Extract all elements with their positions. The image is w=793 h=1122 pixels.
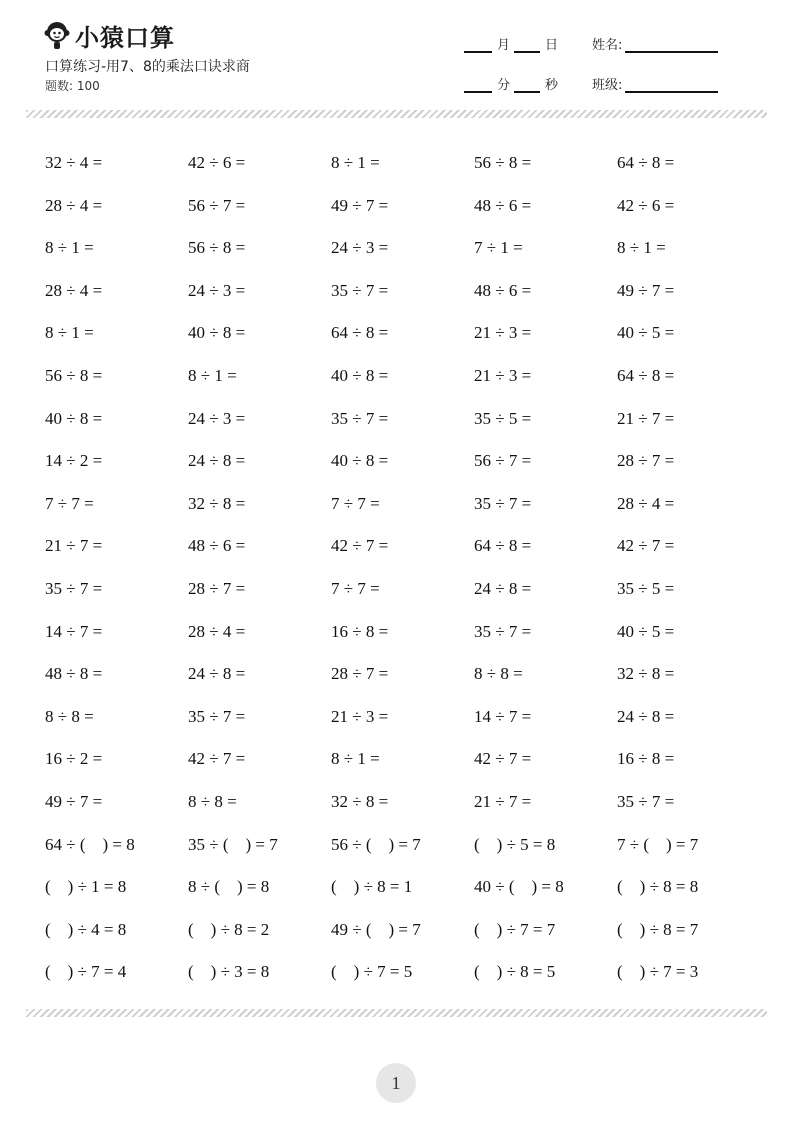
problem-item: 8 ÷ 1 = (188, 366, 237, 385)
problem-item: 28 ÷ 7 = (188, 579, 246, 598)
problem-item: 8 ÷ 1 = (45, 323, 94, 343)
name-label: 姓名: (592, 38, 623, 53)
problem-item: 42 ÷ 7 = (331, 536, 389, 556)
problem-item: 35 ÷ 7 = (331, 408, 389, 428)
problem-item: ( ) ÷ 7 = 7 (474, 919, 556, 939)
problem-item: 42 ÷ 7 = (617, 536, 675, 556)
problem-item: 35 ÷ 7 = (617, 792, 675, 811)
problem-item: ( ) ÷ 5 = 8 (474, 834, 556, 854)
problem-item: ( ) ÷ 8 = 8 (617, 877, 699, 897)
problem-item: 28 ÷ 4 = (45, 195, 103, 215)
problem-item: 35 ÷ 7 = (474, 493, 532, 513)
second-blank[interactable] (514, 79, 540, 93)
problem-item: 32 ÷ 4 = (45, 153, 103, 172)
bottom-divider (26, 1009, 767, 1017)
problem-item: 24 ÷ 3 = (188, 408, 246, 428)
problem-item: 56 ÷ 8 = (45, 366, 103, 385)
top-divider (26, 110, 767, 118)
problem-item: 24 ÷ 3 = (331, 238, 389, 258)
problem-item: 24 ÷ 3 = (188, 280, 246, 300)
name-field (592, 34, 718, 53)
problem-item: 21 ÷ 3 = (474, 323, 532, 343)
problem-item: 32 ÷ 8 = (331, 792, 389, 811)
problem-item: ( ) ÷ 7 = 3 (617, 962, 699, 982)
problem-item: 56 ÷ 8 = (474, 153, 532, 172)
problem-item: 8 ÷ 1 = (617, 238, 666, 258)
minute-blank[interactable] (464, 79, 492, 93)
problem-item: 24 ÷ 8 = (188, 664, 246, 684)
problem-item: 35 ÷ 7 = (474, 621, 532, 641)
problem-item: 21 ÷ 3 = (474, 366, 532, 385)
problem-item: 35 ÷ 5 = (617, 579, 675, 598)
problem-item: 35 ÷ 5 = (474, 408, 532, 428)
problem-item: 7 ÷ 1 = (474, 238, 523, 258)
problem-item: 56 ÷ ( ) = 7 (331, 834, 421, 854)
minute-label: 分 (497, 78, 511, 93)
problem-item: 8 ÷ 1 = (331, 153, 380, 172)
problem-item: 28 ÷ 4 = (617, 493, 675, 513)
class-field (592, 74, 718, 93)
problem-item: 40 ÷ 8 = (331, 366, 389, 385)
problem-item: 21 ÷ 7 = (474, 792, 532, 811)
problem-item: 64 ÷ 8 = (617, 366, 675, 385)
problem-item: 49 ÷ ( ) = 7 (331, 919, 421, 939)
problem-item: ( ) ÷ 1 = 8 (45, 877, 127, 897)
problem-item: 8 ÷ 8 = (45, 706, 94, 726)
problem-item: 56 ÷ 7 = (474, 451, 532, 471)
problem-item: 35 ÷ 7 = (188, 706, 246, 726)
problem-item: ( ) ÷ 4 = 8 (45, 919, 127, 939)
problem-item: 35 ÷ 7 = (45, 579, 103, 598)
class-label: 班级: (592, 78, 623, 93)
problem-item: 40 ÷ 8 = (188, 323, 246, 343)
problem-item: 14 ÷ 2 = (45, 451, 103, 471)
problem-item: 8 ÷ ( ) = 8 (188, 877, 270, 897)
problem-item: ( ) ÷ 8 = 2 (188, 919, 270, 939)
problem-item: 28 ÷ 4 = (188, 621, 246, 641)
problem-item: 21 ÷ 3 = (331, 706, 389, 726)
class-blank[interactable] (625, 79, 718, 93)
problem-item: 8 ÷ 1 = (45, 238, 94, 258)
question-count: 题数: 100 (45, 79, 100, 93)
page-number: 1 (376, 1063, 416, 1103)
problem-item: 8 ÷ 8 = (474, 664, 523, 684)
problem-item: 21 ÷ 7 = (617, 408, 675, 428)
problem-item: 7 ÷ 7 = (331, 493, 380, 513)
worksheet-title: 口算练习-用7、8的乘法口诀求商 (45, 59, 250, 75)
problem-item: 16 ÷ 8 = (617, 749, 675, 769)
problem-item: 56 ÷ 7 = (188, 195, 246, 215)
problem-item: 42 ÷ 7 = (474, 749, 532, 769)
problem-item: ( ) ÷ 8 = 1 (331, 877, 413, 897)
problem-item: 32 ÷ 8 = (617, 664, 675, 684)
problem-item: 24 ÷ 8 = (617, 706, 675, 726)
problem-item: 49 ÷ 7 = (45, 792, 103, 811)
problem-item: 48 ÷ 8 = (45, 664, 103, 684)
problem-item: 64 ÷ 8 = (617, 153, 675, 172)
problem-item: 8 ÷ 1 = (331, 749, 380, 769)
second-label: 秒 (545, 78, 559, 93)
problem-item: ( ) ÷ 8 = 7 (617, 919, 699, 939)
problem-item: 7 ÷ 7 = (331, 579, 380, 598)
date-field (464, 34, 558, 53)
brand-name: 小猿口算 (75, 24, 175, 52)
problem-item: 42 ÷ 6 = (617, 195, 675, 215)
problem-item: 7 ÷ ( ) = 7 (617, 834, 699, 854)
problem-item: 48 ÷ 6 = (474, 280, 532, 300)
monkey-logo-icon (44, 21, 70, 51)
problem-item: 8 ÷ 8 = (188, 792, 237, 811)
problem-item: ( ) ÷ 3 = 8 (188, 962, 270, 982)
brand-logo (44, 18, 175, 53)
problem-item: 40 ÷ 8 = (331, 451, 389, 471)
problem-item: 28 ÷ 7 = (617, 451, 675, 471)
problem-item: 35 ÷ ( ) = 7 (188, 834, 278, 854)
time-field (464, 74, 558, 93)
problem-item: 40 ÷ ( ) = 8 (474, 877, 564, 897)
problem-item: 64 ÷ 8 = (474, 536, 532, 556)
day-blank[interactable] (514, 39, 540, 53)
problem-item: 32 ÷ 8 = (188, 493, 246, 513)
problem-item: 28 ÷ 4 = (45, 280, 103, 300)
problem-item: 49 ÷ 7 = (331, 195, 389, 215)
problem-item: 40 ÷ 8 = (45, 408, 103, 428)
problem-item: 28 ÷ 7 = (331, 664, 389, 684)
problem-item: 64 ÷ 8 = (331, 323, 389, 343)
day-label: 日 (545, 38, 559, 53)
problem-item: 42 ÷ 7 = (188, 749, 246, 769)
name-blank[interactable] (625, 39, 718, 53)
problem-item: 16 ÷ 2 = (45, 749, 103, 769)
problem-item: 21 ÷ 7 = (45, 536, 103, 556)
problem-item: 14 ÷ 7 = (474, 706, 532, 726)
problem-item: 42 ÷ 6 = (188, 153, 246, 172)
problem-item: ( ) ÷ 8 = 5 (474, 962, 556, 982)
problem-item: 16 ÷ 8 = (331, 621, 389, 641)
problem-item: 64 ÷ ( ) = 8 (45, 834, 135, 854)
problem-item: 7 ÷ 7 = (45, 493, 94, 513)
problem-item: 40 ÷ 5 = (617, 323, 675, 343)
problem-item: 24 ÷ 8 = (188, 451, 246, 471)
problem-item: 49 ÷ 7 = (617, 280, 675, 300)
problem-item: ( ) ÷ 7 = 5 (331, 962, 413, 982)
month-label: 月 (497, 38, 511, 53)
problem-item: ( ) ÷ 7 = 4 (45, 962, 127, 982)
problem-item: 35 ÷ 7 = (331, 280, 389, 300)
problem-item: 14 ÷ 7 = (45, 621, 103, 641)
month-blank[interactable] (464, 39, 492, 53)
problem-item: 56 ÷ 8 = (188, 238, 246, 258)
problem-item: 40 ÷ 5 = (617, 621, 675, 641)
problem-item: 48 ÷ 6 = (474, 195, 532, 215)
problem-item: 48 ÷ 6 = (188, 536, 246, 556)
problem-item: 24 ÷ 8 = (474, 579, 532, 598)
